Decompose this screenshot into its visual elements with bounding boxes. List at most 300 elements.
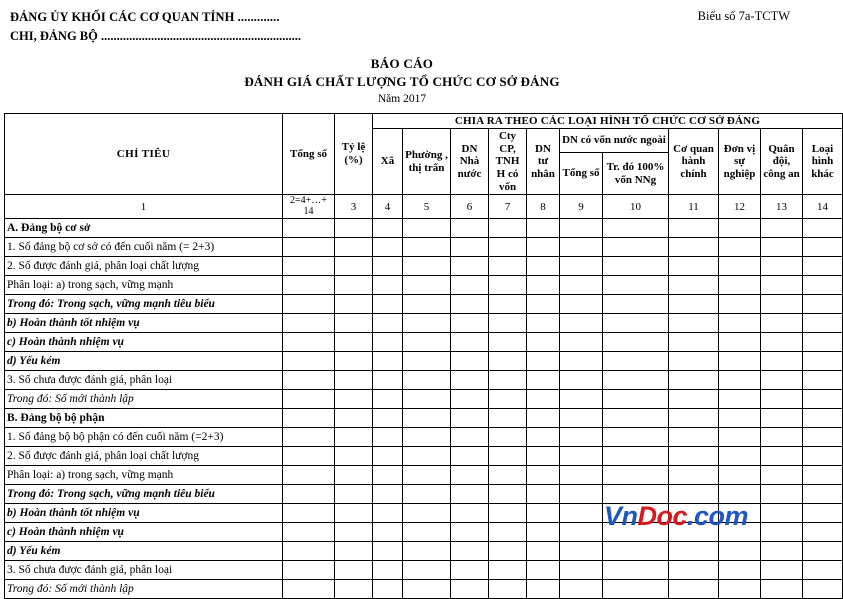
data-cell[interactable]: [451, 428, 489, 447]
colnum-1: 1: [5, 195, 283, 219]
data-cell[interactable]: [603, 504, 669, 523]
data-cell[interactable]: [761, 276, 803, 295]
data-cell[interactable]: [803, 276, 843, 295]
data-cell[interactable]: [669, 523, 719, 542]
data-cell[interactable]: [489, 333, 527, 352]
data-cell[interactable]: [719, 523, 761, 542]
data-cell[interactable]: [335, 466, 373, 485]
data-cell[interactable]: [560, 276, 603, 295]
data-cell[interactable]: [403, 371, 451, 390]
data-cell[interactable]: [373, 523, 403, 542]
th-loai-hinh-khac: Loại hình khác: [803, 129, 843, 195]
data-cell[interactable]: [451, 542, 489, 561]
data-cell[interactable]: [451, 447, 489, 466]
data-cell[interactable]: [403, 523, 451, 542]
data-cell[interactable]: [451, 409, 489, 428]
data-cell[interactable]: [283, 580, 335, 599]
data-cell[interactable]: [527, 238, 560, 257]
data-cell[interactable]: [373, 466, 403, 485]
table-row: [5, 409, 843, 428]
data-cell[interactable]: [527, 466, 560, 485]
data-cell[interactable]: [719, 276, 761, 295]
row-label: c) Hoàn thành nhiệm vụ: [5, 523, 283, 542]
data-cell[interactable]: [403, 295, 451, 314]
data-cell[interactable]: [669, 409, 719, 428]
data-cell[interactable]: [803, 257, 843, 276]
data-cell[interactable]: [603, 371, 669, 390]
data-cell[interactable]: [560, 409, 603, 428]
data-cell[interactable]: [489, 580, 527, 599]
table-column-number-row: [5, 195, 843, 219]
table-header-row-1: [5, 113, 843, 129]
th-dn-von-nuoc-ngoai: DN có vốn nước ngoài: [560, 129, 669, 153]
data-cell[interactable]: [560, 466, 603, 485]
data-cell[interactable]: [283, 561, 335, 580]
table-row: [5, 238, 843, 257]
data-cell[interactable]: [761, 409, 803, 428]
table-row: [5, 257, 843, 276]
data-cell[interactable]: [451, 219, 489, 238]
report-table-wrapper: [4, 113, 800, 599]
data-cell[interactable]: [335, 333, 373, 352]
data-cell[interactable]: [560, 333, 603, 352]
data-cell[interactable]: [283, 485, 335, 504]
data-cell[interactable]: [283, 352, 335, 371]
data-cell[interactable]: [761, 523, 803, 542]
data-cell[interactable]: [283, 314, 335, 333]
data-cell[interactable]: [489, 390, 527, 409]
data-cell[interactable]: [719, 295, 761, 314]
data-cell[interactable]: [527, 542, 560, 561]
th-chi-tieu: CHỈ TIÊU: [5, 113, 283, 195]
data-cell[interactable]: [560, 561, 603, 580]
data-cell[interactable]: [669, 295, 719, 314]
table-row: [5, 523, 843, 542]
data-cell[interactable]: [803, 409, 843, 428]
data-cell[interactable]: [719, 409, 761, 428]
issuing-organization: [10, 8, 301, 46]
org-line-2: CHI, ĐẢNG BỘ ................................................................: [10, 27, 301, 46]
data-cell[interactable]: [761, 580, 803, 599]
data-cell[interactable]: [761, 257, 803, 276]
data-cell[interactable]: [335, 561, 373, 580]
data-cell[interactable]: [451, 390, 489, 409]
data-cell[interactable]: [489, 238, 527, 257]
data-cell[interactable]: [283, 295, 335, 314]
data-cell[interactable]: [719, 561, 761, 580]
data-cell[interactable]: [373, 314, 403, 333]
data-cell[interactable]: [283, 276, 335, 295]
row-label: 2. Số được đánh giá, phân loại chất lượng: [5, 257, 283, 276]
data-cell[interactable]: [335, 371, 373, 390]
data-cell[interactable]: [335, 542, 373, 561]
data-cell[interactable]: [719, 466, 761, 485]
data-cell[interactable]: [335, 485, 373, 504]
table-row: [5, 485, 843, 504]
data-cell[interactable]: [761, 390, 803, 409]
data-cell[interactable]: [803, 352, 843, 371]
data-cell[interactable]: [603, 542, 669, 561]
data-cell[interactable]: [803, 504, 843, 523]
data-cell[interactable]: [803, 542, 843, 561]
data-cell[interactable]: [451, 333, 489, 352]
data-cell[interactable]: [719, 371, 761, 390]
data-cell[interactable]: [489, 371, 527, 390]
data-cell[interactable]: [669, 561, 719, 580]
data-cell[interactable]: [451, 371, 489, 390]
data-cell[interactable]: [560, 238, 603, 257]
data-cell[interactable]: [719, 580, 761, 599]
data-cell[interactable]: [489, 447, 527, 466]
data-cell[interactable]: [335, 447, 373, 466]
data-cell[interactable]: [761, 352, 803, 371]
data-cell[interactable]: [527, 523, 560, 542]
data-cell[interactable]: [403, 390, 451, 409]
data-cell[interactable]: [489, 409, 527, 428]
data-cell[interactable]: [373, 409, 403, 428]
data-cell[interactable]: [761, 447, 803, 466]
data-cell[interactable]: [373, 561, 403, 580]
data-cell[interactable]: [669, 542, 719, 561]
data-cell[interactable]: [527, 333, 560, 352]
data-cell[interactable]: [803, 466, 843, 485]
data-cell[interactable]: [719, 333, 761, 352]
data-cell[interactable]: [489, 219, 527, 238]
data-cell[interactable]: [803, 238, 843, 257]
data-cell[interactable]: [489, 314, 527, 333]
data-cell[interactable]: [560, 295, 603, 314]
data-cell[interactable]: [560, 257, 603, 276]
data-cell[interactable]: [335, 523, 373, 542]
data-cell[interactable]: [403, 447, 451, 466]
data-cell[interactable]: [335, 580, 373, 599]
data-cell[interactable]: [761, 219, 803, 238]
data-cell[interactable]: [489, 504, 527, 523]
data-cell[interactable]: [451, 238, 489, 257]
data-cell[interactable]: [451, 352, 489, 371]
row-label: Phân loại: a) trong sạch, vững mạnh: [5, 276, 283, 295]
data-cell[interactable]: [669, 352, 719, 371]
data-cell[interactable]: [719, 257, 761, 276]
data-cell[interactable]: [669, 428, 719, 447]
data-cell[interactable]: [761, 314, 803, 333]
data-cell[interactable]: [803, 333, 843, 352]
data-cell[interactable]: [669, 276, 719, 295]
data-cell[interactable]: [761, 466, 803, 485]
data-cell[interactable]: [669, 485, 719, 504]
data-cell[interactable]: [669, 371, 719, 390]
data-cell[interactable]: [373, 390, 403, 409]
data-cell[interactable]: [403, 409, 451, 428]
data-cell[interactable]: [603, 276, 669, 295]
data-cell[interactable]: [761, 542, 803, 561]
row-label: A. Đảng bộ cơ sở: [5, 219, 283, 238]
data-cell[interactable]: [527, 580, 560, 599]
data-cell[interactable]: [603, 257, 669, 276]
data-cell[interactable]: [719, 428, 761, 447]
data-cell[interactable]: [603, 580, 669, 599]
data-cell[interactable]: [489, 523, 527, 542]
data-cell[interactable]: [403, 257, 451, 276]
data-cell[interactable]: [603, 466, 669, 485]
table-row: [5, 352, 843, 371]
watermark-part-3: .com: [687, 501, 748, 531]
data-cell[interactable]: [669, 447, 719, 466]
data-cell[interactable]: [403, 580, 451, 599]
data-cell[interactable]: [560, 314, 603, 333]
data-cell[interactable]: [603, 238, 669, 257]
data-cell[interactable]: [373, 238, 403, 257]
data-cell[interactable]: [669, 504, 719, 523]
data-cell[interactable]: [335, 257, 373, 276]
data-cell[interactable]: [527, 561, 560, 580]
data-cell[interactable]: [603, 428, 669, 447]
data-cell[interactable]: [373, 485, 403, 504]
data-cell[interactable]: [719, 219, 761, 238]
row-label: 1. Số đảng bộ cơ sở có đến cuối năm (= 2+3): [5, 238, 283, 257]
data-cell[interactable]: [283, 409, 335, 428]
data-cell[interactable]: [451, 523, 489, 542]
data-cell[interactable]: [761, 504, 803, 523]
data-cell[interactable]: [527, 295, 560, 314]
data-cell[interactable]: [527, 409, 560, 428]
data-cell[interactable]: [603, 409, 669, 428]
data-cell[interactable]: [803, 580, 843, 599]
data-cell[interactable]: [403, 504, 451, 523]
data-cell[interactable]: [761, 561, 803, 580]
data-cell[interactable]: [373, 352, 403, 371]
data-cell[interactable]: [719, 390, 761, 409]
data-cell[interactable]: [283, 390, 335, 409]
data-cell[interactable]: [669, 580, 719, 599]
data-cell[interactable]: [669, 219, 719, 238]
data-cell[interactable]: [489, 542, 527, 561]
data-cell[interactable]: [283, 428, 335, 447]
data-cell[interactable]: [719, 447, 761, 466]
data-cell[interactable]: [403, 352, 451, 371]
table-row: [5, 447, 843, 466]
data-cell[interactable]: [803, 219, 843, 238]
data-cell[interactable]: [283, 466, 335, 485]
table-row: [5, 390, 843, 409]
data-cell[interactable]: [527, 447, 560, 466]
data-cell[interactable]: [335, 295, 373, 314]
data-cell[interactable]: [761, 333, 803, 352]
data-cell[interactable]: [373, 371, 403, 390]
data-cell[interactable]: [719, 352, 761, 371]
colnum-6: 6: [451, 195, 489, 219]
data-cell[interactable]: [603, 390, 669, 409]
data-cell[interactable]: [403, 238, 451, 257]
data-cell[interactable]: [489, 485, 527, 504]
th-chia-ra: CHIA RA THEO CÁC LOẠI HÌNH TỔ CHỨC CƠ SỞ ĐẢNG: [373, 113, 843, 129]
data-cell[interactable]: [373, 542, 403, 561]
data-cell[interactable]: [803, 314, 843, 333]
data-cell[interactable]: [283, 333, 335, 352]
data-cell[interactable]: [373, 295, 403, 314]
data-cell[interactable]: [527, 219, 560, 238]
data-cell[interactable]: [451, 295, 489, 314]
data-cell[interactable]: [403, 219, 451, 238]
data-cell[interactable]: [803, 428, 843, 447]
data-cell[interactable]: [451, 276, 489, 295]
data-cell[interactable]: [603, 447, 669, 466]
data-cell[interactable]: [335, 238, 373, 257]
data-cell[interactable]: [603, 523, 669, 542]
data-cell[interactable]: [669, 238, 719, 257]
data-cell[interactable]: [335, 409, 373, 428]
data-cell[interactable]: [451, 580, 489, 599]
data-cell[interactable]: [527, 504, 560, 523]
data-cell[interactable]: [560, 542, 603, 561]
data-cell[interactable]: [719, 238, 761, 257]
data-cell[interactable]: [489, 295, 527, 314]
colnum-10: 10: [603, 195, 669, 219]
data-cell[interactable]: [283, 238, 335, 257]
data-cell[interactable]: [803, 295, 843, 314]
data-cell[interactable]: [761, 238, 803, 257]
data-cell[interactable]: [283, 219, 335, 238]
colnum-4: 4: [373, 195, 403, 219]
data-cell[interactable]: [335, 390, 373, 409]
data-cell[interactable]: [669, 314, 719, 333]
data-cell[interactable]: [335, 352, 373, 371]
data-cell[interactable]: [803, 523, 843, 542]
data-cell[interactable]: [451, 485, 489, 504]
data-cell[interactable]: [719, 542, 761, 561]
data-cell[interactable]: [527, 314, 560, 333]
data-cell[interactable]: [527, 257, 560, 276]
data-cell[interactable]: [803, 447, 843, 466]
data-cell[interactable]: [451, 504, 489, 523]
data-cell[interactable]: [560, 504, 603, 523]
data-cell[interactable]: [560, 485, 603, 504]
data-cell[interactable]: [283, 257, 335, 276]
data-cell[interactable]: [373, 504, 403, 523]
data-cell[interactable]: [489, 352, 527, 371]
data-cell[interactable]: [560, 428, 603, 447]
row-label: b) Hoàn thành tốt nhiệm vụ: [5, 314, 283, 333]
th-ty-le: Tỷ lệ (%): [335, 113, 373, 195]
data-cell[interactable]: [527, 276, 560, 295]
data-cell[interactable]: [403, 542, 451, 561]
data-cell[interactable]: [335, 219, 373, 238]
data-cell[interactable]: [603, 219, 669, 238]
table-row: [5, 219, 843, 238]
data-cell[interactable]: [451, 466, 489, 485]
data-cell[interactable]: [373, 580, 403, 599]
data-cell[interactable]: [603, 333, 669, 352]
colnum-8: 8: [527, 195, 560, 219]
data-cell[interactable]: [527, 390, 560, 409]
data-cell[interactable]: [719, 504, 761, 523]
data-cell[interactable]: [335, 314, 373, 333]
data-cell[interactable]: [527, 428, 560, 447]
data-cell[interactable]: [761, 295, 803, 314]
data-cell[interactable]: [489, 466, 527, 485]
data-cell[interactable]: [560, 580, 603, 599]
data-cell[interactable]: [373, 333, 403, 352]
data-cell[interactable]: [803, 390, 843, 409]
data-cell[interactable]: [403, 485, 451, 504]
data-cell[interactable]: [489, 561, 527, 580]
data-cell[interactable]: [803, 561, 843, 580]
data-cell[interactable]: [335, 504, 373, 523]
data-cell[interactable]: [669, 333, 719, 352]
data-cell[interactable]: [451, 257, 489, 276]
data-cell[interactable]: [373, 428, 403, 447]
data-cell[interactable]: [560, 523, 603, 542]
data-cell[interactable]: [403, 314, 451, 333]
data-cell[interactable]: [283, 523, 335, 542]
data-cell[interactable]: [335, 276, 373, 295]
data-cell[interactable]: [803, 485, 843, 504]
data-cell[interactable]: [451, 314, 489, 333]
data-cell[interactable]: [403, 561, 451, 580]
data-cell[interactable]: [560, 371, 603, 390]
data-cell[interactable]: [373, 276, 403, 295]
data-cell[interactable]: [451, 561, 489, 580]
colnum-11: 11: [669, 195, 719, 219]
data-cell[interactable]: [373, 219, 403, 238]
data-cell[interactable]: [527, 485, 560, 504]
data-cell[interactable]: [335, 428, 373, 447]
data-cell[interactable]: [373, 447, 403, 466]
data-cell[interactable]: [403, 276, 451, 295]
data-cell[interactable]: [603, 314, 669, 333]
data-cell[interactable]: [403, 333, 451, 352]
data-cell[interactable]: [403, 428, 451, 447]
data-cell[interactable]: [761, 485, 803, 504]
data-cell[interactable]: [283, 542, 335, 561]
data-cell[interactable]: [489, 276, 527, 295]
data-cell[interactable]: [603, 295, 669, 314]
data-cell[interactable]: [669, 257, 719, 276]
data-cell[interactable]: [669, 466, 719, 485]
th-tong-so: Tổng số: [283, 113, 335, 195]
row-label: Trong đó: Số mới thành lập: [5, 580, 283, 599]
row-label: d) Yếu kém: [5, 542, 283, 561]
data-cell[interactable]: [560, 219, 603, 238]
data-cell[interactable]: [761, 371, 803, 390]
title-subtitle: ĐÁNH GIÁ CHẤT LƯỢNG TỔ CHỨC CƠ SỞ ĐẢNG: [0, 74, 804, 90]
data-cell[interactable]: [560, 447, 603, 466]
data-cell[interactable]: [373, 257, 403, 276]
data-cell[interactable]: [560, 390, 603, 409]
data-cell[interactable]: [761, 428, 803, 447]
data-cell[interactable]: [803, 371, 843, 390]
colnum-13: 13: [761, 195, 803, 219]
data-cell[interactable]: [603, 561, 669, 580]
row-label: 3. Số chưa được đánh giá, phân loại: [5, 371, 283, 390]
data-cell[interactable]: [560, 352, 603, 371]
data-cell[interactable]: [283, 504, 335, 523]
data-cell[interactable]: [603, 352, 669, 371]
data-cell[interactable]: [669, 390, 719, 409]
data-cell[interactable]: [489, 257, 527, 276]
th-dn-tu-nhan: DN tư nhân: [527, 129, 560, 195]
data-cell[interactable]: [719, 314, 761, 333]
data-cell[interactable]: [283, 371, 335, 390]
table-row: [5, 504, 843, 523]
data-cell[interactable]: [719, 485, 761, 504]
data-cell[interactable]: [283, 447, 335, 466]
data-cell[interactable]: [489, 428, 527, 447]
data-cell[interactable]: [527, 371, 560, 390]
data-cell[interactable]: [603, 485, 669, 504]
data-cell[interactable]: [403, 466, 451, 485]
data-cell[interactable]: [527, 352, 560, 371]
